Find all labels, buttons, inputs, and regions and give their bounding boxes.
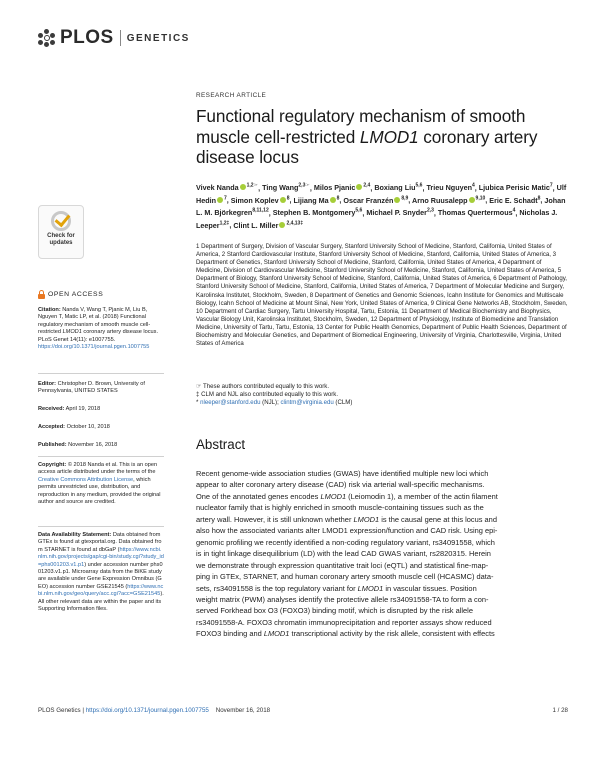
title-line-2-end: coronary artery [418, 126, 538, 147]
abstract-line: weight matrix (PWM) analyses identify the protective allele rs34091558-TA to form a con- [196, 594, 489, 604]
corresponding-emails [196, 399, 568, 407]
received-block [38, 406, 164, 413]
author-name-text: Johan L. M. Björkegren [196, 195, 566, 218]
page-footer [38, 707, 568, 714]
orcid-icon[interactable] [280, 197, 286, 203]
abstract-line: is in tight linkage disequilibrium (LD) with the lead CAD GWAS variant, rs2820315. Herein [196, 549, 491, 559]
author-name-text: Nicholas J. Leeper [196, 208, 558, 230]
author-name-text: Arno Ruusalepp [412, 195, 468, 205]
data-availability-text: Data obtained from GTEx is found at gtexportal.org. Data obtained from STARNET is found at dbGaP ( [38, 532, 162, 553]
citation-label: Citation: [38, 307, 61, 313]
orcid-icon[interactable] [394, 197, 400, 203]
author-name-text: Clint L. Miller [233, 220, 279, 230]
abstract-line: ping in GTEx, STARNET, and human coronary artery smooth muscle cell (HCASMC) data- [196, 572, 494, 582]
author-name-text: Boxiang Liu [374, 183, 416, 193]
author-name-text: Lijiang Ma [293, 195, 329, 205]
author-name[interactable] [262, 183, 310, 192]
author-affiliation-marker: 8,9 [401, 195, 409, 202]
title-line-3: disease locus [196, 147, 299, 167]
article-title [196, 106, 568, 168]
corresponding-star: * [196, 399, 201, 407]
journal-name: GENETICS [126, 32, 190, 44]
author-name-text: Eric E. Schadt [489, 195, 538, 205]
author-name[interactable] [314, 183, 371, 192]
email-nleeper-tag: (NJL); [260, 399, 281, 407]
footer-date: November 16, 2018 [215, 707, 271, 714]
author-name-text: Ting Wang [262, 183, 299, 193]
author-name[interactable] [343, 196, 408, 205]
author-name-text: Ulf Hedin [196, 183, 567, 205]
published-date: November 16, 2018 [66, 442, 118, 448]
title-line-1: Functional regulatory mechanism of smooth [196, 106, 526, 126]
author-name[interactable] [479, 183, 553, 192]
author-name-text: Michael P. Snyder [366, 208, 427, 218]
copyright-label: Copyright: [38, 462, 67, 468]
copyright-block [38, 462, 164, 506]
received-label: Received: [38, 406, 65, 412]
orcid-icon[interactable] [469, 197, 475, 203]
author-affiliation-marker: 5,6 [415, 183, 423, 189]
author-affiliation-marker: 8 [537, 195, 541, 202]
open-access-label [38, 290, 103, 299]
author-affiliation-marker: 8 [286, 195, 290, 202]
abstract-line: FOXO3 binding and LMOD1 transcriptional activity by the risk allele, consistent with effects [196, 629, 495, 639]
check-badge-line2: updates [49, 240, 73, 246]
orcid-icon[interactable] [279, 222, 285, 228]
published-block [38, 442, 164, 449]
author-name[interactable] [293, 196, 339, 205]
abstract-line: sets, rs34091558 is the top regulatory variant for LMOD1 in vascular tissues. Position [196, 583, 477, 593]
page-number: 1 / 28 [552, 707, 568, 714]
editor-block [38, 381, 164, 396]
citation-text-2: coronary artery disease locus. PLoS Genet 14(11): e1007755. [38, 329, 159, 343]
accepted-block [38, 424, 164, 431]
abstract-line: rs34091558-A. FOXO3 chromatin immunoprecipitation and reporter assays show reduced [196, 617, 492, 627]
citation-text: Nanda V, Wang T, Pjanic M, Liu B, Nguyen T, Matic LP, et al. (2018) Functional regulatory mechanism of smooth muscle cell-restricted [38, 307, 151, 336]
author-name[interactable] [196, 183, 258, 192]
author-affiliation-marker: 2,3☞ [298, 183, 310, 189]
check-updates-icon [51, 211, 71, 231]
sidebar-divider [38, 526, 164, 527]
author-name-text: Ljubica Perisic Matic [478, 183, 550, 193]
published-label: Published: [38, 442, 67, 448]
author-affiliation-marker: 9,10 [475, 195, 486, 202]
author-affiliation-marker: 8,11,12 [252, 207, 269, 214]
author-affiliation-marker: 7 [549, 183, 553, 189]
title-line-2: muscle cell-restricted [196, 126, 360, 147]
author-name-text: Simon Koplev [230, 195, 279, 205]
article-type: RESEARCH ARTICLE [196, 92, 267, 99]
author-name-text: Milos Pjanic [313, 183, 356, 193]
accepted-date: October 10, 2018 [65, 424, 110, 430]
received-date: April 19, 2018 [64, 406, 101, 412]
author-name[interactable] [374, 183, 422, 192]
abstract-line: Recent genome-wide association studies (GWAS) have identified multiple new loci which [196, 469, 489, 478]
data-availability-block [38, 532, 164, 613]
author-name-text: Thomas Quertermous [437, 208, 513, 218]
equal-contribution-note-2: ‡ CLM and NJL also contributed equally to this work. [196, 391, 339, 399]
plos-genetics-logo [38, 26, 190, 50]
orcid-icon[interactable] [356, 184, 362, 190]
author-affiliation-marker: 5,6 [355, 207, 363, 214]
publisher-name: PLOS [60, 27, 114, 48]
abstract-line: served Forkhead box O3 (FOXO3) binding motif, which is disrupted by the risk allele [196, 606, 473, 616]
editor-text: Christopher D. Brown, University of Pennsylvania, UNITED STATES [38, 381, 145, 395]
author-name[interactable] [426, 183, 474, 192]
data-availability-label: Data Availability Statement: [38, 532, 112, 538]
email-nleeper-link[interactable]: nleeper@stanford.edu [200, 399, 261, 407]
author-affiliation-marker: 1,2‡ [219, 220, 230, 227]
author-affiliation-marker: 8 [336, 195, 340, 202]
dbgap-link[interactable]: https://www.ncbi.nlm.nih.gov/projects/gap/cgi-bin/study.cgi?study_id=phs001203.v1.p1 [38, 546, 164, 568]
author-notes [196, 383, 568, 408]
abstract-body [196, 468, 568, 640]
author-name[interactable] [233, 221, 303, 230]
author-affiliation-marker: 2,4,13‡ [286, 220, 304, 227]
copyright-text: © 2018 Nanda et al. This is an open access article distributed under the terms of the [38, 462, 158, 476]
abstract-line: One of the annotated genes encodes LMOD1 (Leiomodin 1), a member of the actin filament [196, 491, 498, 501]
author-list: Vivek Nanda $^{1,2☞}$, Ting Wang$^{2,3☞}$, Milos Pjanic $^{2,4}$, Boxiang Liu$^{5,6}$, Trieu Nguyen$^4$, Ljubica Perisic Matic$^7$, Ulf Hedin $^7$, Simon Koplev $^8$, Lijiang Ma $^8$, Oscar Franzén $^{8,9}$, Arno Ruusalepp $^{9,10}$, Eric E. Schadt$^8$, Johan L. M. Björkegren$^{8,11,12}$, Stephen B. Montgomery$^{5,6}$, Michael P. Snyder$^{2,3}$, Thomas Quertermous$^4$, Nicholas J. Leeper$^{1,2\ddagger}$, Clint L. Miller $^{2,4,13\ddagger}$ [196, 183, 567, 230]
footer-doi-link[interactable]: https://doi.org/10.1371/journal.pgen.1007755 [85, 707, 209, 714]
citation-doi-link[interactable]: https://doi.org/10.1371/journal.pgen.1007755 [38, 344, 150, 351]
author-affiliation-marker: 4 [471, 183, 475, 189]
orcid-icon[interactable] [330, 197, 336, 203]
check-for-updates-badge[interactable] [38, 205, 84, 259]
abstract-line: artery wall. However, it is still unknown whether LMOD1 is the causal gene at this locus and [196, 514, 497, 524]
author-affiliation-marker: 4 [512, 207, 516, 214]
copyright-text-2: , which permits unrestricted use, distribution, and reproduction in any medium, provided the original author and source are credited. [38, 476, 161, 506]
orcid-icon[interactable] [217, 197, 223, 203]
data-availability-text-3: ). All other relevant data are within the paper and its Supporting Information files. [38, 591, 164, 613]
geo-link[interactable]: https://www.ncbi.nlm.nih.gov/geo/query/acc.cgi?acc=GSE21545 [38, 583, 164, 598]
orcid-icon[interactable] [240, 184, 246, 190]
check-badge-line1: Check for [47, 233, 75, 239]
abstract-line: we demonstrate through expression quantitative trait loci (eQTL) and statistical fine-map- [196, 560, 489, 570]
author-affiliation-marker: 1,2☞ [246, 183, 259, 189]
abstract-heading: Abstract [196, 437, 246, 452]
author-name[interactable] [273, 208, 363, 217]
citation-block [38, 307, 164, 351]
abstract-line: appear to alter coronary artery disease (CAD) risk via arterial wall-specific mechanisms. [196, 480, 485, 490]
accepted-label: Accepted: [38, 424, 66, 430]
abstract-line: nucleator family that is highly enriched in smooth muscle-containing tissues such as the [196, 503, 484, 513]
sidebar-divider [38, 456, 164, 457]
logo-divider [120, 30, 121, 46]
open-access-text: OPEN ACCESS [48, 290, 104, 298]
author-name-text: Vivek Nanda [196, 183, 239, 193]
author-name-text: Oscar Franzén [343, 195, 394, 205]
sidebar-divider [38, 373, 164, 374]
footer-separator: | [80, 707, 86, 714]
author-name[interactable] [412, 196, 485, 205]
email-clintm-tag: (CLM) [333, 399, 353, 407]
abstract-line: also how the associated variants alter LMOD1 expression/function and CAD risk. Using epi- [196, 526, 498, 536]
author-name-text: Stephen B. Montgomery [272, 208, 356, 218]
author-affiliation-marker: 7 [223, 195, 227, 202]
abstract-line: genomic profiling we recently identified a non-coding regulatory variant, rs34091558, which [196, 537, 495, 547]
plos-logo-icon [38, 29, 56, 47]
affiliations: 1 Department of Surgery, Division of Vascular Surgery, Stanford University School of Medicine, Stanford, California, United States of America, 2 Stanford Cardiovascular Institute, Stanford University School of Medicine, Stanford, California, United States of America, 3 Department of Genetics, Stanford University School of Medicine, Stanford, California, United States of America, 4 Department of Medicine, Division of Cardiovascular Medicine, Stanford University School of Medicine, Stanford, California, United States of America, 5 Department of Biology, Stanford University School of Medicine, Stanford, California, United States of America, 6 Department of Pathology, Stanford University School of Medicine, Stanford, California, United States of America, 7 Department of Molecular Medicine and Surgery, Karolinska Institutet, Stockholm, Sweden, 8 Department of Genetics and Genomic Sciences, Icahn Institute for Genomics and Multiscale Biology, Icahn School of Medicine at Mount Sinai, New York, United States of America, 9 Clinical Gene Networks AB, Stockholm, Sweden, 10 Department of Cardiac Surgery, Tartu University Hospital, Tartu, Estonia, 11 Department of Medical Biochemistry and Biophysics, Vascular Biology Unit, Karolinska Institutet, Stockholm, Sweden, 12 Department of Physiology, Institute of Biomedicine and Translation Medicine, University of Tartu, Tartu, Estonia, 13 Center for Public Health Genomics, Department of Public Health Sciences, Department of Biochemistry and Molecular Genetics, and Department of Biomedical Engineering, University of Virginia, Charlottesville, Virginia, United States of America [196, 243, 568, 348]
open-lock-icon [38, 290, 45, 299]
footer-journal: PLOS Genetics [38, 707, 81, 714]
email-clintm-link[interactable]: clintm@virginia.edu [280, 399, 334, 407]
author-name-text: Trieu Nguyen [426, 183, 472, 193]
author-name[interactable] [489, 196, 540, 205]
author-name[interactable] [231, 196, 290, 205]
data-availability-text-2: ) under accession number phs001203.v1.p1. Microarray data from the BiKE study are available under Gene Expression Omnibus (GEO) accession number GSE21545 ( [38, 561, 163, 590]
author-name[interactable] [366, 208, 434, 217]
author-affiliation-marker: 2,4 [363, 183, 371, 189]
editor-label: Editor: [38, 381, 57, 387]
author-name[interactable] [438, 208, 515, 217]
cc-license-link[interactable]: Creative Commons Attribution License [38, 476, 134, 483]
author-affiliation-marker: 2,3 [426, 207, 434, 214]
equal-contribution-note: ☞ These authors contributed equally to this work. [196, 383, 330, 390]
citation-gene: LMOD1 [62, 329, 82, 336]
title-gene: LMOD1 [359, 126, 419, 147]
